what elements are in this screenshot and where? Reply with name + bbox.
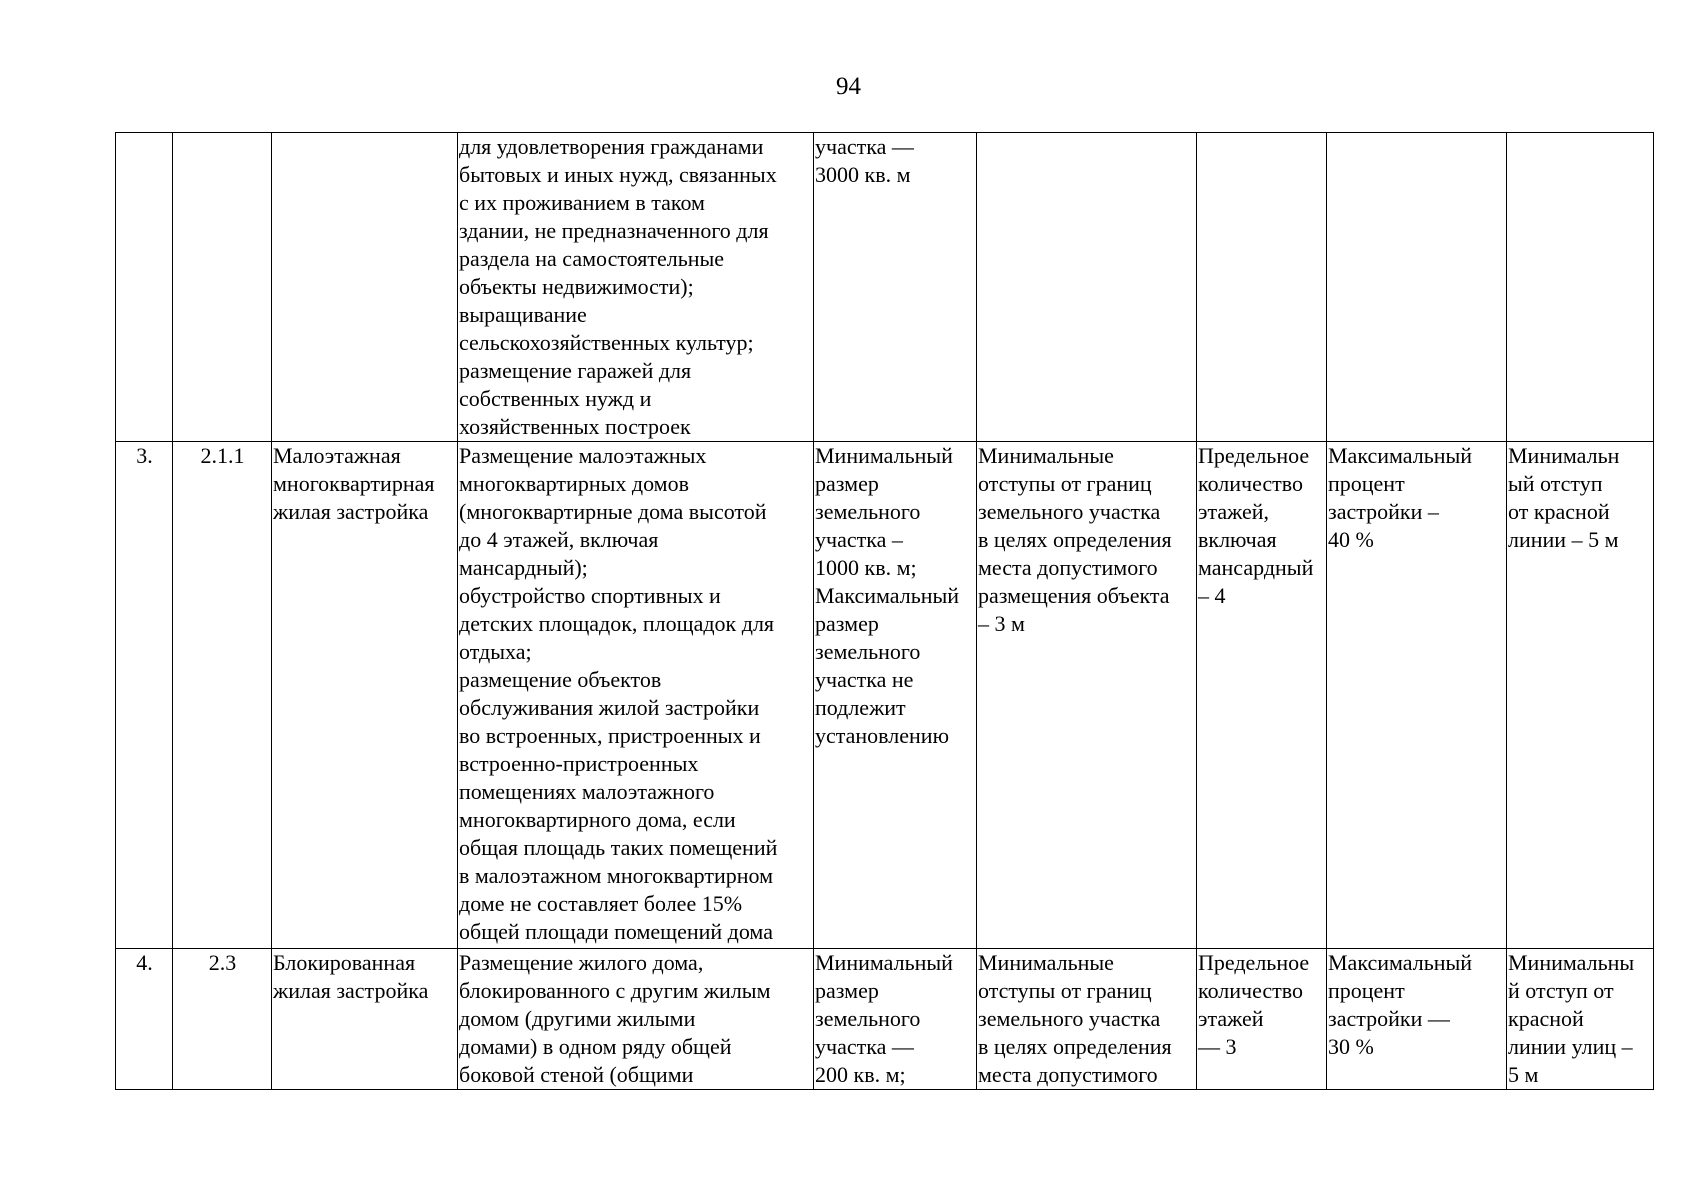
cell-setbacks: Минимальные отступы от границ земельного участка в целях определения места допустимого: [977, 949, 1197, 1090]
cell-name: [272, 133, 458, 442]
cell-name: Малоэтажная многоквартирная жилая застройка: [272, 442, 458, 949]
cell-red-line: [1507, 133, 1654, 442]
cell-description: для удовлетворения гражданами бытовых и иных нужд, связанных с их проживанием в таком здании, не предназначенного для раздела на самостоятельные объекты недвижимости); выращивание сельскохозяйственных культур; размещение гаражей для собственных нужд и хозяйственных построек: [458, 133, 814, 442]
table-row: [116, 442, 1654, 949]
cell-number: [116, 133, 173, 442]
cell-coverage: [1327, 133, 1507, 442]
cell-red-line: Минимальн ый отступ от красной линии – 5 м: [1507, 442, 1654, 949]
cell-plot-size: Минимальный размер земельного участка – 1000 кв. м; Максимальный размер земельного участка не подлежит установлению: [814, 442, 977, 949]
cell-floors: [1197, 133, 1327, 442]
cell-plot-size: Минимальный размер земельного участка — 200 кв. м;: [814, 949, 977, 1090]
cell-code: 2.3: [173, 949, 272, 1090]
cell-red-line: Минимальны й отступ от красной линии улиц – 5 м: [1507, 949, 1654, 1090]
land-use-table: [115, 132, 1654, 1090]
cell-floors: Предельное количество этажей, включая мансардный – 4: [1197, 442, 1327, 949]
cell-coverage: Максимальный процент застройки – 40 %: [1327, 442, 1507, 949]
cell-setbacks: Минимальные отступы от границ земельного участка в целях определения места допустимого размещения объекта – 3 м: [977, 442, 1197, 949]
cell-setbacks: [977, 133, 1197, 442]
cell-name: Блокированная жилая застройка: [272, 949, 458, 1090]
cell-code: [173, 133, 272, 442]
table-row: [116, 133, 1654, 442]
page-number: 94: [836, 73, 861, 100]
table-row: [116, 949, 1654, 1090]
cell-description: Размещение малоэтажных многоквартирных домов (многоквартирные дома высотой до 4 этажей, включая мансардный); обустройство спортивных и детских площадок, площадок для отдыха; размещение объектов обслуживания жилой застройки во встроенных, пристроенных и встроенно-пристроенных помещениях малоэтажного многоквартирного дома, если общая площадь таких помещений в малоэтажном многоквартирном доме не составляет более 15% общей площади помещений дома: [458, 442, 814, 949]
cell-number: 4.: [116, 949, 173, 1090]
cell-code: 2.1.1: [173, 442, 272, 949]
cell-plot-size: участка — 3000 кв. м: [814, 133, 977, 442]
cell-coverage: Максимальный процент застройки — 30 %: [1327, 949, 1507, 1090]
cell-description: Размещение жилого дома, блокированного с другим жилым домом (другими жилыми домами) в одном ряду общей боковой стеной (общими: [458, 949, 814, 1090]
cell-floors: Предельное количество этажей — 3: [1197, 949, 1327, 1090]
cell-number: 3.: [116, 442, 173, 949]
